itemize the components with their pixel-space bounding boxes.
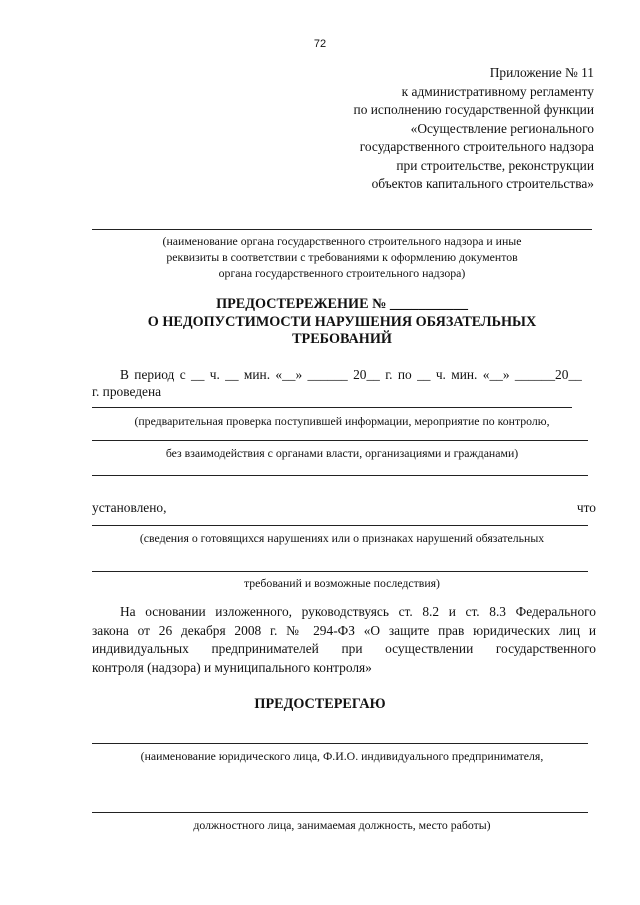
title-line-3: ТРЕБОВАНИЙ (292, 331, 392, 347)
title-line-2: О НЕДОПУСТИМОСТИ НАРУШЕНИЯ ОБЯЗАТЕЛЬНЫХ (147, 313, 537, 330)
basis-line-4: контроля (надзора) и муниципального контроля» (92, 659, 372, 675)
authority-caption (90, 233, 594, 281)
appendix-line: при строительстве, реконструкции (396, 157, 594, 173)
period-line-1: В период с __ ч. __ мин. «__» ______ 20__ г. по __ ч. мин. «__» ______20__ (120, 367, 582, 382)
appendix-line: объектов капитального строительства» (371, 176, 594, 191)
appendix-line: Приложение № 11 (489, 65, 594, 80)
check-caption-2: без взаимодействия с органами власти, организациями и гражданами) (165, 446, 519, 460)
period-text (92, 366, 596, 400)
caption-line: (наименование органа государственного строительного надзора и иные (162, 234, 522, 248)
recipient-caption-1: (наименование юридического лица, Ф.И.О. индивидуального предпринимателя, (140, 749, 544, 763)
caption-line: реквизиты в соответствии с требованиями к оформлению документов (166, 250, 518, 264)
basis-line-2: закона от 26 декабря 2008 г. № 294-ФЗ «О защите прав юридических лиц и (92, 622, 596, 638)
warning-heading: ПРЕДОСТЕРЕГАЮ (254, 696, 386, 712)
violation-fill-line-2 (92, 571, 588, 572)
legal-basis-paragraph (92, 603, 596, 677)
basis-line-1: На основании изложенного, руководствуясь ст. 8.2 и ст. 8.3 Федерального (120, 604, 596, 619)
period-line-2: г. проведена (92, 384, 162, 399)
appendix-line: «Осуществление регионального (410, 120, 594, 136)
established-row (92, 500, 596, 516)
page-number: 72 (313, 38, 327, 50)
authority-fill-line (92, 229, 592, 230)
recipient-fill-line-1 (92, 743, 588, 744)
caption-line: органа государственного строительного надзора) (218, 266, 466, 280)
basis-line-3: индивидуальных предпринимателей при осуществлении государственного (92, 641, 596, 656)
recipient-caption-2: должностного лица, занимаемая должность, место работы) (193, 818, 491, 832)
violation-caption-2: требований и возможные последствия) (243, 576, 440, 590)
appendix-line: по исполнению государственной функции (353, 102, 594, 117)
established-label: установлено, (92, 500, 167, 515)
appendix-line: к административному регламенту (401, 83, 594, 99)
recipient-fill-line-2 (92, 812, 588, 813)
check-fill-line-2 (92, 440, 588, 441)
violation-fill-line-1 (92, 525, 588, 526)
appendix-line: государственного строительного надзора (359, 139, 594, 154)
violation-caption-1: (сведения о готовящихся нарушениях или о признаках нарушений обязательных (139, 531, 545, 545)
title-line-1: ПРЕДОСТЕРЕЖЕНИЕ № ___________ (216, 296, 468, 312)
check-fill-line-3 (92, 475, 588, 476)
check-caption-1: (предварительная проверка поступившей информации, мероприятие по контролю, (134, 414, 550, 428)
established-that: что (576, 500, 596, 515)
check-fill-line-1 (92, 407, 572, 408)
appendix-block (264, 64, 594, 194)
document-title (90, 296, 594, 349)
